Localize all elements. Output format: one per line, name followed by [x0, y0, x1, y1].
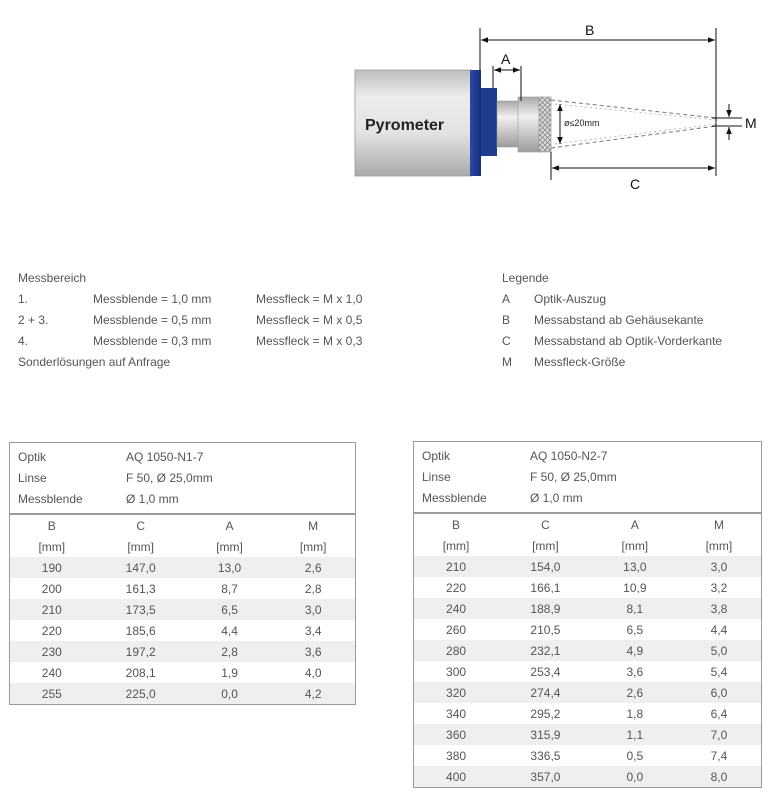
table-cell: 210 — [10, 599, 94, 620]
device-label: Pyrometer — [365, 117, 445, 134]
messbereich-nr: 1. — [18, 292, 29, 306]
legende-text: Messfleck-Größe — [534, 355, 626, 369]
messbereich-note: Sonderlösungen auf Anfrage — [18, 355, 171, 369]
table-cell: 2,8 — [188, 641, 272, 662]
table-row — [414, 640, 761, 661]
messbereich-nr: 2 + 3. — [18, 313, 49, 327]
legende-text: Messabstand ab Gehäusekante — [534, 313, 704, 327]
messbereich-nr: 4. — [18, 334, 29, 348]
table-row — [414, 703, 761, 724]
table-cell: 320 — [414, 682, 498, 703]
meta-key: Linse — [18, 470, 47, 485]
optics-table-n2 — [413, 441, 762, 788]
table-cell: 3,6 — [626, 664, 644, 679]
table-cell: 357,0 — [498, 766, 593, 787]
header-cell: B — [47, 518, 56, 533]
table-cell: 1,1 — [593, 724, 677, 745]
meta-key: Messblende — [422, 490, 487, 505]
table-cell: 253,4 — [530, 664, 561, 679]
table-row — [414, 577, 761, 598]
table-cell: 161,3 — [125, 581, 156, 596]
table-cell: 340 — [446, 706, 467, 721]
unit-row — [414, 535, 761, 556]
table-cell: 147,0 — [94, 557, 188, 578]
meta-value: F 50, Ø 25,0mm — [530, 469, 617, 484]
table-cell: 336,5 — [530, 748, 561, 763]
table-cell: 255 — [10, 683, 94, 704]
meta-key: Linse — [422, 469, 451, 484]
messbereich-fleck: Messfleck = M x 1,0 — [256, 292, 363, 306]
table-cell: 154,0 — [498, 556, 593, 577]
table-meta — [10, 443, 355, 515]
table-cell: 188,9 — [498, 598, 593, 619]
messbereich-fleck: Messfleck = M x 0,3 — [256, 334, 363, 348]
label-m: M — [745, 115, 757, 131]
meta-value: AQ 1050-N2-7 — [530, 448, 608, 463]
table-cell: 0,0 — [593, 766, 677, 787]
table-cell: 6,5 — [188, 599, 272, 620]
header-row — [414, 514, 761, 535]
unit-row — [10, 536, 355, 557]
table-cell: 240 — [414, 598, 498, 619]
table-cell: 185,6 — [125, 623, 156, 638]
table-cell: 3,0 — [677, 556, 761, 577]
table-row — [414, 619, 761, 640]
table-cell: 280 — [414, 640, 498, 661]
table-cell: 2,8 — [304, 581, 322, 596]
messbereich-title: Messbereich — [18, 271, 87, 285]
data-grid — [414, 514, 761, 787]
meta-key: Messblende — [18, 491, 83, 506]
table-row — [414, 766, 761, 787]
table-row — [414, 682, 761, 703]
unit-cell: [mm] — [705, 538, 733, 553]
table-cell: 210 — [414, 556, 498, 577]
label-a: A — [501, 51, 511, 67]
optic-tube — [497, 101, 519, 147]
table-cell: 3,6 — [271, 641, 355, 662]
table-cell: 13,0 — [593, 556, 677, 577]
legende-text: Messabstand ab Optik-Vorderkante — [534, 334, 723, 348]
table-cell: 6,5 — [626, 622, 644, 637]
table-cell: 3,4 — [304, 623, 322, 638]
table-cell: 1,9 — [221, 665, 238, 680]
unit-cell: [mm] — [216, 539, 243, 554]
pyrometer-diagram — [0, 0, 770, 215]
table-cell: 197,2 — [94, 641, 188, 662]
blue-collar — [481, 88, 497, 156]
unit-cell: [mm] — [621, 538, 649, 553]
table-cell: 4,4 — [221, 623, 238, 638]
header-cell: M — [308, 518, 319, 533]
table-cell: 274,4 — [498, 682, 593, 703]
table-cell: 1,8 — [626, 706, 644, 721]
table-cell: 166,1 — [530, 580, 561, 595]
table-row — [10, 557, 355, 578]
table-cell: 3,0 — [271, 599, 355, 620]
label-b: B — [585, 22, 595, 38]
table-cell: 208,1 — [125, 665, 156, 680]
table-cell: 230 — [10, 641, 94, 662]
unit-cell: [mm] — [442, 538, 470, 553]
table-cell: 3,2 — [710, 580, 728, 595]
table-cell: 400 — [414, 766, 498, 787]
table-cell: 8,7 — [221, 581, 238, 596]
unit-cell: [mm] — [127, 539, 155, 554]
table-cell: 0,5 — [626, 748, 644, 763]
knurled-ring — [539, 97, 551, 152]
table-row — [414, 556, 761, 577]
header-row — [10, 515, 355, 536]
table-cell: 8,1 — [593, 598, 677, 619]
header-cell: C — [541, 517, 550, 532]
messbereich-fleck: Messfleck = M x 0,5 — [256, 313, 363, 327]
header-cell: A — [225, 518, 234, 533]
unit-cell: [mm] — [38, 539, 66, 554]
table-cell: 315,9 — [498, 724, 593, 745]
unit-cell: [mm] — [532, 538, 559, 553]
table-meta — [414, 442, 761, 514]
table-row — [10, 620, 355, 641]
messbereich-blende: Messblende = 0,3 mm — [93, 334, 212, 348]
legende-key: M — [502, 355, 512, 369]
legende-key: A — [502, 292, 511, 306]
table-cell: 210,5 — [530, 622, 561, 637]
table-cell: 0,0 — [188, 683, 272, 704]
table-row — [10, 662, 355, 683]
table-cell: 13,0 — [188, 557, 272, 578]
table-row — [414, 745, 761, 766]
header-cell: M — [713, 517, 724, 532]
table-cell: 220 — [41, 623, 62, 638]
table-cell: 4,0 — [304, 665, 322, 680]
table-cell: 260 — [446, 622, 467, 637]
header-cell: C — [136, 518, 146, 533]
table-cell: 2,6 — [271, 557, 355, 578]
table-cell: 8,0 — [677, 766, 761, 787]
table-cell: 4,9 — [593, 640, 677, 661]
legende-title: Legende — [502, 271, 549, 285]
table-cell: 173,5 — [94, 599, 188, 620]
legende-text: Optik-Auszug — [534, 292, 607, 306]
table-cell: 4,4 — [710, 622, 728, 637]
table-row — [10, 599, 355, 620]
meta-value: AQ 1050-N1-7 — [126, 449, 204, 464]
table-cell: 232,1 — [498, 640, 593, 661]
table-cell: 5,4 — [710, 664, 728, 679]
table-cell: 6,4 — [710, 706, 728, 721]
blue-flange — [470, 70, 481, 176]
table-row — [414, 724, 761, 745]
legende-key: C — [502, 334, 511, 348]
messbereich-blende: Messblende = 0,5 mm — [93, 313, 212, 327]
table-cell: 2,6 — [593, 682, 677, 703]
table-cell: 240 — [41, 665, 62, 680]
label-c: C — [630, 176, 641, 192]
table-cell: 225,0 — [94, 683, 188, 704]
table-cell: 200 — [41, 581, 62, 596]
table-row — [10, 641, 355, 662]
table-cell: 4,2 — [271, 683, 355, 704]
optic-front — [518, 97, 542, 152]
header-cell: A — [630, 517, 639, 532]
table-cell: 7,0 — [677, 724, 761, 745]
table-cell: 300 — [446, 664, 467, 679]
table-cell: 220 — [446, 580, 467, 595]
table-cell: 6,0 — [677, 682, 761, 703]
data-grid — [10, 515, 355, 704]
unit-cell: [mm] — [299, 539, 327, 554]
meta-key: Optik — [422, 448, 451, 463]
legende-key: B — [502, 313, 511, 327]
table-row — [10, 683, 355, 704]
table-cell: 5,0 — [677, 640, 761, 661]
table-cell: 7,4 — [710, 748, 728, 763]
table-cell: 3,8 — [677, 598, 761, 619]
table-cell: 190 — [10, 557, 94, 578]
table-cell: 360 — [414, 724, 498, 745]
table-cell: 10,9 — [623, 580, 647, 595]
optics-table-n1 — [9, 442, 356, 705]
table-cell: 380 — [446, 748, 467, 763]
table-cell: 295,2 — [530, 706, 561, 721]
table-row — [414, 598, 761, 619]
messbereich-blende: Messblende = 1,0 mm — [93, 292, 212, 306]
meta-value: Ø 1,0 mm — [530, 490, 583, 505]
meta-key: Optik — [18, 449, 47, 464]
meta-value: Ø 1,0 mm — [126, 491, 179, 506]
header-cell: B — [452, 517, 461, 532]
diameter-label: ø≤20mm — [564, 118, 600, 128]
table-row — [10, 578, 355, 599]
meta-value: F 50, Ø 25,0mm — [126, 470, 213, 485]
table-row — [414, 661, 761, 682]
